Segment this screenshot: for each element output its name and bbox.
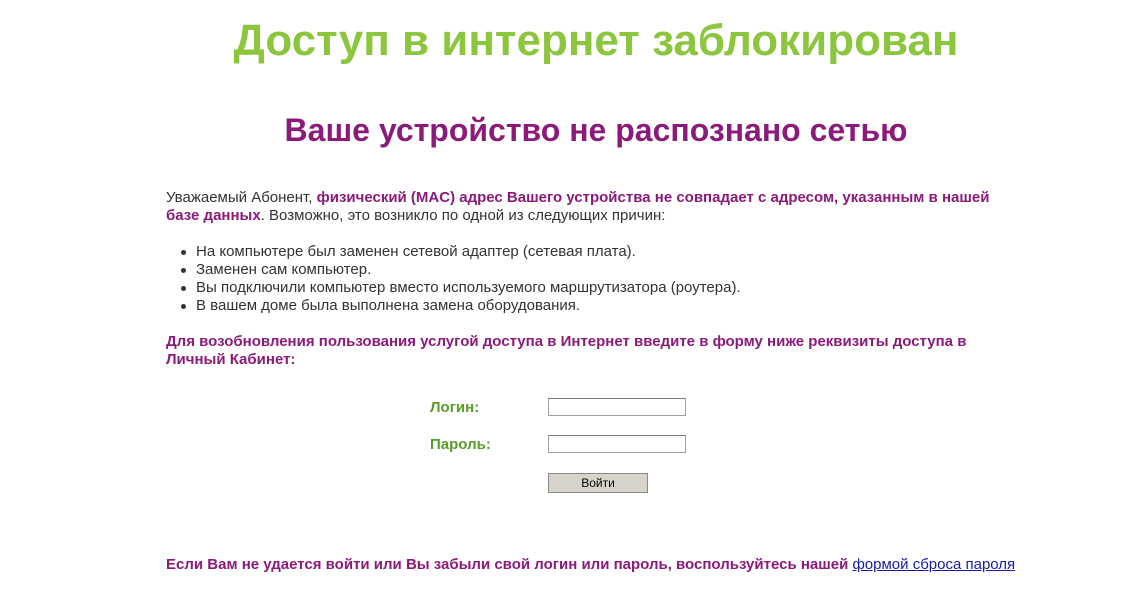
list-item: Вы подключили компьютер вместо используемого маршрутизатора (роутера). (196, 279, 741, 296)
list-item: Заменен сам компьютер. (196, 261, 741, 279)
footer-note (166, 556, 1026, 574)
login-label: Логин: (430, 399, 480, 416)
footer-text: Если Вам не удается войти или Вы забыли свой логин или пароль, воспользуйтесь нашей (166, 556, 853, 573)
intro-prefix: Уважаемый Абонент, (166, 189, 317, 206)
password-reset-link[interactable]: формой сброса пароля (852, 556, 1016, 573)
list-item: В вашем доме была выполнена замена оборудования. (196, 297, 741, 315)
reasons-list (166, 243, 741, 315)
login-input[interactable] (548, 398, 686, 416)
intro-suffix: . Возможно, это возникло по одной из следующих причин: (260, 207, 666, 224)
renew-instructions: Для возобновления пользования услугой доступа в Интернет введите в форму ниже реквизиты доступа в Личный Кабинет: (166, 333, 967, 368)
intro-highlight: физический (MAC) адрес Вашего устройства не совпадает с адресом, указанным в нашей базе данных (166, 189, 990, 224)
page-title: Доступ в интернет заблокирован (233, 16, 959, 65)
login-button[interactable]: Войти (548, 473, 648, 493)
intro-paragraph (166, 189, 1016, 225)
password-input[interactable] (548, 435, 686, 453)
list-item: На компьютере был заменен сетевой адаптер (сетевая плата). (196, 243, 741, 261)
password-label: Пароль: (430, 436, 491, 453)
page-subtitle: Ваше устройство не распознано сетью (284, 112, 908, 148)
